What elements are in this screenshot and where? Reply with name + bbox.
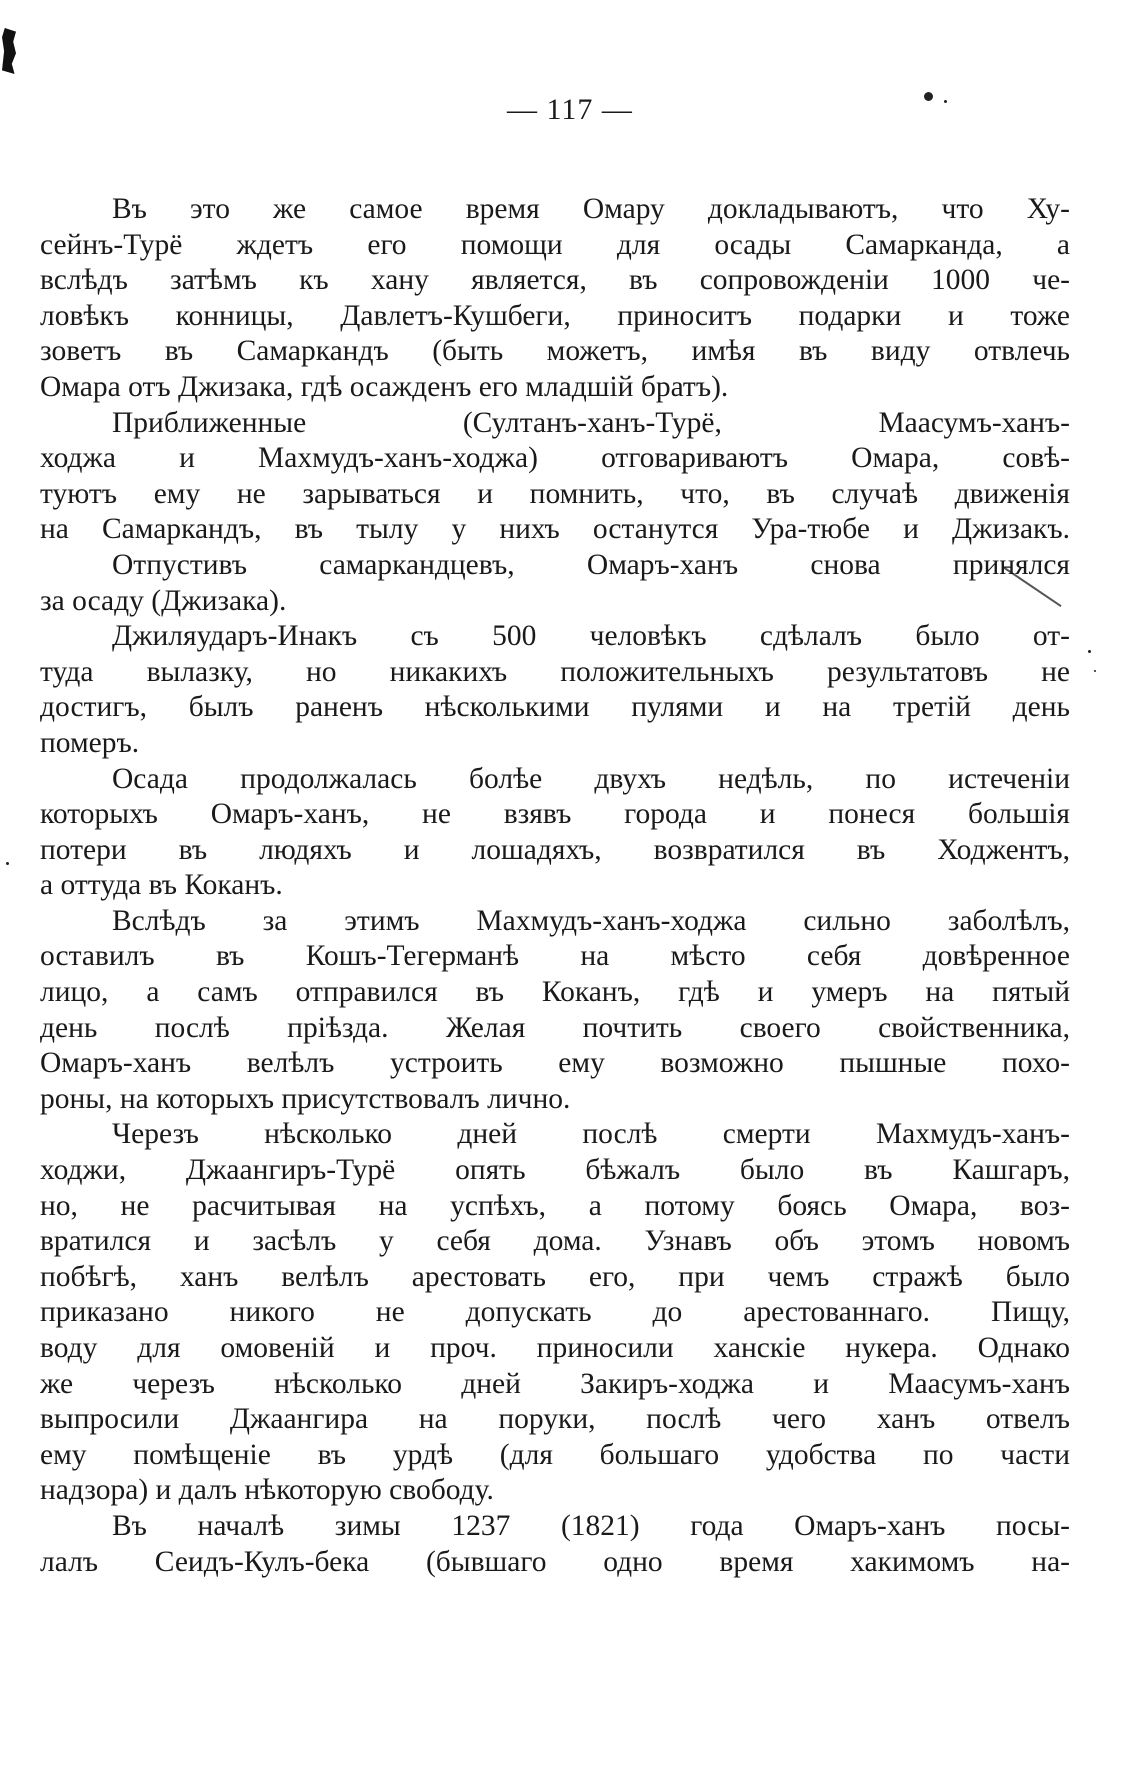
text-line: выпросили Джаангира на поруки, послѣ чего ханъ отвелъ	[40, 1403, 1070, 1436]
text-line: Въ началѣ зимы 1237 (1821) года Омаръ-ханъ посы-	[112, 1509, 1070, 1542]
text-line: же черезъ нѣсколько дней Закиръ-ходжа и Маасумъ-ханъ	[40, 1367, 1070, 1400]
text-line: лалъ Сеидъ-Кулъ-бека (бывшаго одно время хакимомъ на-	[40, 1545, 1070, 1578]
text-line: Вслѣдъ за этимъ Махмудъ-ханъ-ходжа сильно заболѣлъ,	[112, 904, 1070, 937]
text-line: вратился и засѣлъ у себя дома. Узнавъ объ этомъ новомъ	[40, 1225, 1070, 1258]
text-line: за осаду (Джизака).	[40, 584, 287, 617]
text-line: день послѣ пріѣзда. Желая почтить своего свойственника,	[40, 1011, 1070, 1044]
text-line: Черезъ нѣсколько дней послѣ смерти Махмудъ-ханъ-	[112, 1118, 1070, 1151]
text-line: туютъ ему не зарываться и помнить, что, въ случаѣ движенія	[40, 477, 1070, 510]
text-line: зоветъ въ Самаркандъ (быть можетъ, имѣя въ виду отвлечь	[40, 335, 1070, 368]
text-line: туда вылазку, но никакихъ положительныхъ результатовъ не	[40, 655, 1070, 688]
text-line: померъ.	[40, 726, 140, 759]
body-text	[40, 192, 1070, 1580]
text-line: Омара отъ Джизака, гдѣ осажденъ его младшій братъ).	[40, 370, 729, 403]
ink-speck	[6, 862, 9, 865]
text-line: а оттуда въ Коканъ.	[40, 869, 283, 902]
text-line: достигъ, былъ раненъ нѣсколькими пулями и на третій день	[40, 691, 1070, 724]
text-line: лицо, а самъ отправился въ Коканъ, гдѣ и умеръ на пятый	[40, 976, 1070, 1009]
text-line: которыхъ Омаръ-ханъ, не взявъ города и понеся большія	[40, 798, 1070, 831]
text-line: приказано никого не допускать до арестованнаго. Пищу,	[40, 1296, 1070, 1329]
text-line: роны, на которыхъ присутствовалъ лично.	[40, 1082, 571, 1115]
text-line: ходжа и Махмудъ-ханъ-ходжа) отговариваютъ Омара, совѣ-	[40, 442, 1070, 475]
text-line: оставилъ въ Кошъ-Тегерманѣ на мѣсто себя довѣренное	[40, 940, 1070, 973]
text-line: Приближенные (Султанъ-ханъ-Турё, Маасумъ-ханъ-	[112, 406, 1070, 439]
text-line: потери въ людяхъ и лошадяхъ, возвратился въ Ходжентъ,	[40, 833, 1070, 866]
text-line: Джиляударъ-Инакъ съ 500 человѣкъ сдѣлалъ было от-	[112, 620, 1070, 653]
ink-speck	[1094, 670, 1096, 672]
text-line: Отпустивъ самаркандцевъ, Омаръ-ханъ снова принялся	[112, 548, 1070, 581]
text-line: воду для омовеній и проч. приносили ханскіе нукера. Однако	[40, 1332, 1070, 1364]
text-line: сейнъ-Турё ждетъ его помощи для осады Самарканда, а	[40, 228, 1070, 261]
text-line: на Самаркандъ, въ тылу у нихъ останутся Ура-тюбе и Джизакъ.	[40, 513, 1070, 546]
text-line: ходжи, Джаангиръ-Турё опять бѣжалъ было въ Кашгаръ,	[40, 1154, 1070, 1187]
binding-edge-mark	[2, 28, 16, 74]
text-line: Въ это же самое время Омару докладываютъ, что Ху-	[112, 193, 1070, 225]
text-line: Осада продолжалась болѣе двухъ недѣль, по истеченіи	[112, 762, 1070, 795]
text-line: надзора) и далъ нѣкоторую свободу.	[40, 1474, 494, 1507]
text-line: побѣгѣ, ханъ велѣлъ арестовать его, при чемъ стражѣ было	[40, 1260, 1070, 1293]
text-line: но, не расчитывая на успѣхъ, а потому боясь Омара, воз-	[40, 1189, 1070, 1222]
text-line: Омаръ-ханъ велѣлъ устроить ему возможно пышные похо-	[40, 1047, 1070, 1080]
text-line: ему помѣщеніе въ урдѣ (для большаго удобства по части	[40, 1438, 1070, 1471]
ink-speck	[1088, 650, 1091, 653]
page-number: — 117 —	[507, 93, 633, 126]
text-line: ловѣкъ конницы, Давлетъ-Кушбеги, приноситъ подарки и тоже	[40, 299, 1070, 332]
text-line: вслѣдъ затѣмъ къ хану является, въ сопровожденіи 1000 че-	[40, 264, 1070, 297]
